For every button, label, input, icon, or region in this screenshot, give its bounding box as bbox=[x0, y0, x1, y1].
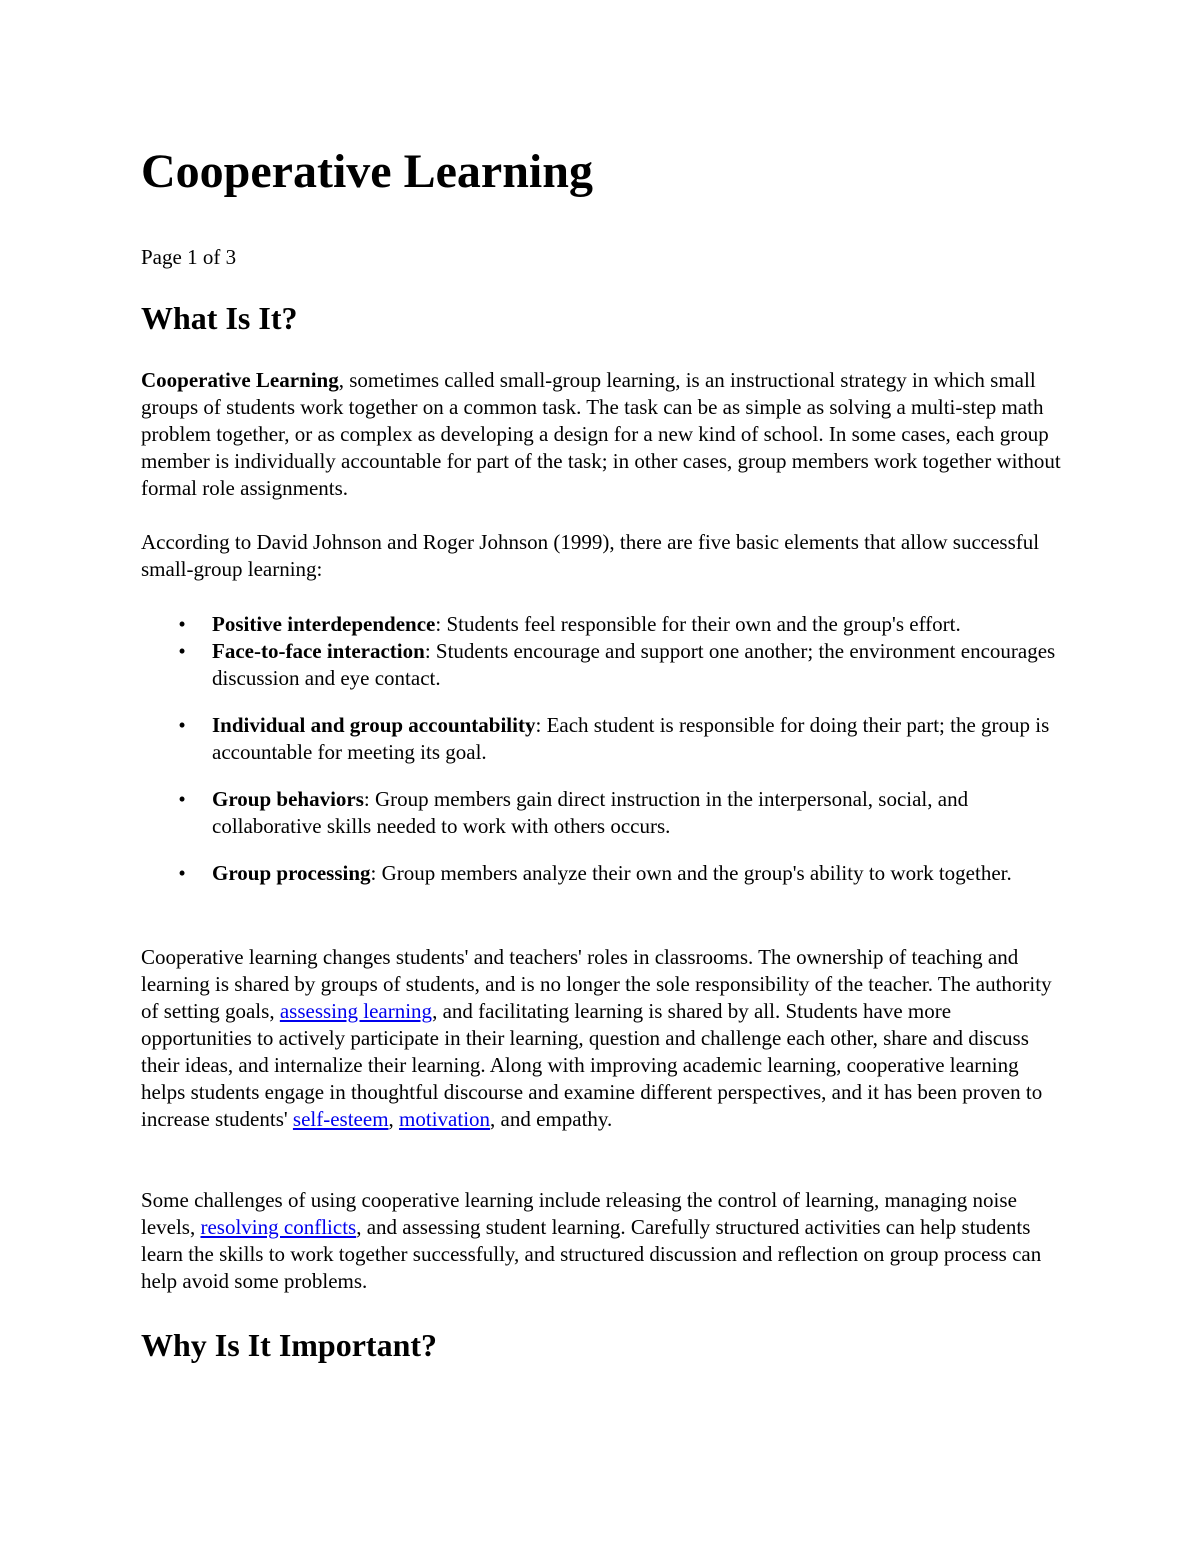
self-esteem-link[interactable]: self-esteem bbox=[292, 1107, 389, 1131]
list-item-text: : Group members analyze their own and the group's ability to work together. bbox=[370, 861, 1012, 885]
list-item-text: : Group members gain direct instruction in the interpersonal, social, and collaborative skills needed to work with others occurs. bbox=[212, 787, 969, 838]
list-item-text: : Students feel responsible for their own and the group's effort. bbox=[435, 612, 961, 636]
list-item-term: Face-to-face interaction bbox=[212, 639, 425, 663]
section-heading-what: What Is It? bbox=[141, 300, 298, 336]
intro-paragraph bbox=[141, 367, 1066, 502]
page-title: Cooperative Learning bbox=[141, 145, 593, 198]
bullet-icon: • bbox=[178, 639, 186, 663]
elements-list bbox=[141, 611, 1066, 887]
list-item-term: Group behaviors bbox=[212, 787, 364, 811]
roles-text-3: , bbox=[388, 1107, 400, 1131]
bullet-icon: • bbox=[178, 612, 186, 636]
section-heading-why: Why Is It Important? bbox=[141, 1327, 438, 1363]
list-item bbox=[141, 786, 1066, 840]
intro-text: , sometimes called small-group learning, is an instructional strategy in which small groups of students work together on a common task. The task can be as simple as solving a multi-step math problem together, or as complex as developing a design for a new kind of school. In some cases, each group member is individually accountable for part of the task; in other cases, group members work together without formal role assignments. bbox=[141, 368, 1061, 500]
challenges-text-2: , and assessing student learning. Carefully structured activities can help students learn the skills to work together successfully, and structured discussion and reflection on group process can help avoid some problems. bbox=[141, 1215, 1042, 1293]
resolving-conflicts-link[interactable]: resolving conflicts bbox=[200, 1215, 357, 1239]
roles-text-2: , and facilitating learning is shared by all. Students have more opportunities to actively participate in their learning, question and challenge each other, share and discuss their ideas, and internalize their learning. Along with improving academic learning, cooperative learning helps students engage in thoughtful discourse and examine different perspectives, and it has been proven to increase students' bbox=[141, 999, 1043, 1131]
roles-text-4: , and empathy. bbox=[490, 1107, 613, 1131]
assessing-learning-link[interactable]: assessing learning bbox=[279, 999, 433, 1023]
elements-intro-paragraph: According to David Johnson and Roger Johnson (1999), there are five basic elements that allow successful small-group learning: bbox=[141, 530, 1040, 581]
term-cooperative-learning: Cooperative Learning bbox=[141, 368, 339, 392]
challenges-text-1: Some challenges of using cooperative learning include releasing the control of learning, managing noise levels, bbox=[141, 1188, 1017, 1239]
bullet-icon: • bbox=[178, 787, 186, 811]
challenges-paragraph bbox=[141, 1187, 1066, 1295]
list-item-term: Individual and group accountability bbox=[212, 713, 536, 737]
bullet-icon: • bbox=[178, 713, 186, 737]
list-item-term: Group processing bbox=[212, 861, 371, 885]
list-item bbox=[141, 638, 1066, 692]
list-item bbox=[141, 860, 1066, 887]
list-item-text: : Students encourage and support one another; the environment encourages discussion and eye contact. bbox=[212, 639, 1056, 690]
motivation-link[interactable]: motivation bbox=[399, 1107, 491, 1131]
roles-text-1: Cooperative learning changes students' and teachers' roles in classrooms. The ownership of teaching and learning is shared by groups of students, and is no longer the sole responsibility of the teacher. The authority of setting goals, bbox=[141, 945, 1052, 1023]
page-indicator: Page 1 of 3 bbox=[141, 245, 237, 269]
list-item bbox=[141, 611, 1066, 638]
list-item-term: Positive interdependence bbox=[212, 612, 436, 636]
bullet-icon: • bbox=[178, 861, 186, 885]
roles-paragraph bbox=[141, 944, 1066, 1133]
list-item bbox=[141, 712, 1066, 766]
list-item-text: : Each student is responsible for doing their part; the group is accountable for meeting its goal. bbox=[212, 713, 1050, 764]
